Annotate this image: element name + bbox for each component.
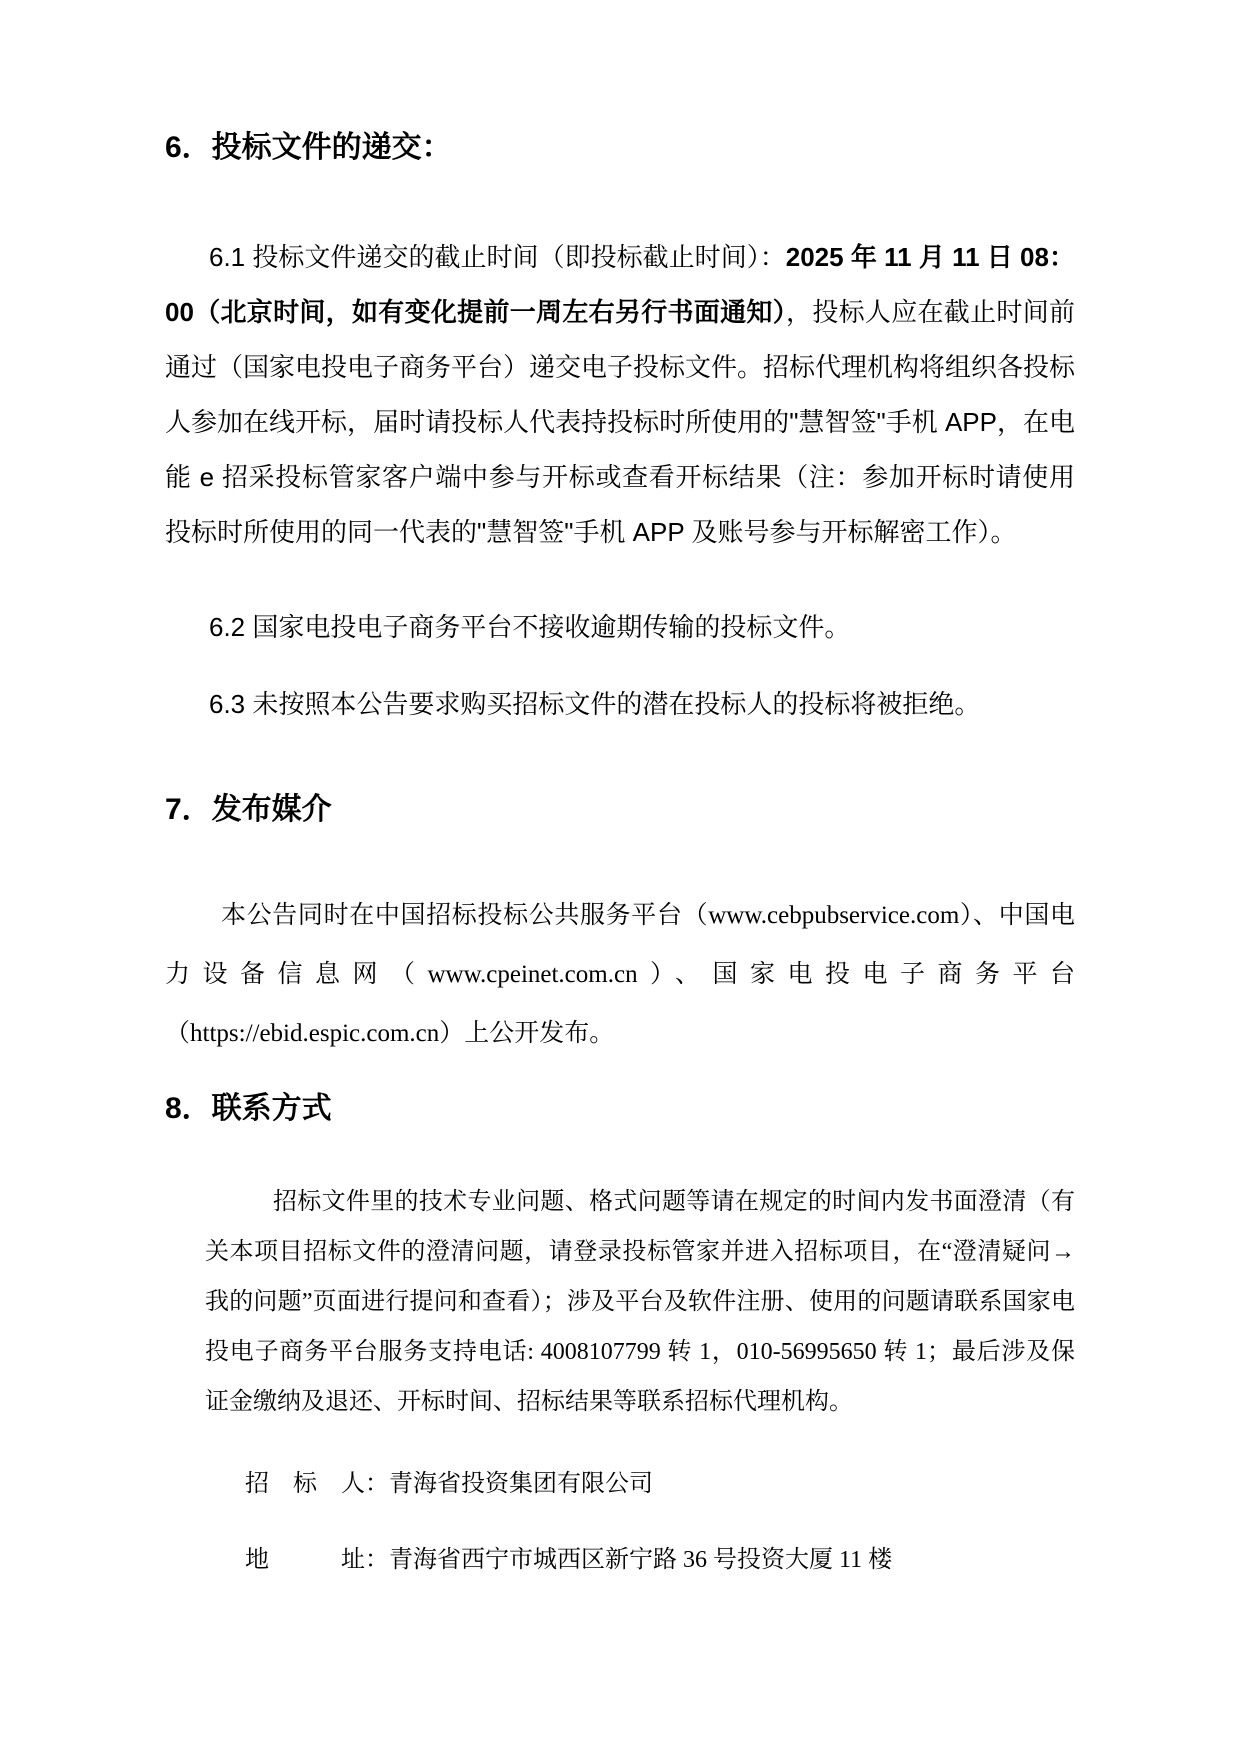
address-line: 地 址：青海省西宁市城西区新宁路 36 号投资大厦 11 楼 bbox=[245, 1547, 893, 1573]
paragraph-6-3: 6.3 未按照本公告要求购买招标文件的潜在投标人的投标将被拒绝。 bbox=[209, 689, 981, 719]
paragraph-6-1-text-end: ，投标人应在截止时间前通过（国家电投电子商务平台）递交电子投标文件。招标代理机构将组织各投标人参加在线开标，届时请投标人代表持投标时所使用的"慧智签"手机 APP，在电能 e 招采投标管家客户端中参与开标或查看开标结果（注：参加开标时请使用投标时所使用的同一代表的"慧智签"手机 APP 及账号参与开标解密工作）。 bbox=[165, 297, 1076, 547]
paragraph-6-1-text-start: 6.1 投标文件递交的截止时间（即投标截止时间）： bbox=[209, 242, 786, 272]
paragraph-6-1 bbox=[165, 230, 1075, 560]
paragraph-6-2: 6.2 国家电投电子商务平台不接收逾期传输的投标文件。 bbox=[209, 612, 851, 642]
section-6-heading: 6．投标文件的递交： bbox=[165, 131, 452, 164]
section-7-heading: 7．发布媒介 bbox=[165, 793, 332, 826]
paragraph-7-1: 本公告同时在中国招标投标公共服务平台（www.cebpubservice.com）、中国电力设备信息网（www.cpeinet.com.cn）、国家电投电子商务平台（https://ebid.espic.com.cn）上公开发布。 bbox=[165, 902, 1075, 1047]
section-8-heading: 8．联系方式 bbox=[165, 1092, 332, 1125]
paragraph-6-1-deadline-bold: 2025 年 11 月 11 日 08：00（北京时间，如有变化提前一周左右另行书面通知） bbox=[165, 242, 1075, 327]
bidder-line: 招 标 人：青海省投资集团有限公司 bbox=[245, 1471, 653, 1497]
paragraph-8-1: 招标文件里的技术专业问题、格式问题等请在规定的时间内发书面澄清（有关本项目招标文件的澄清问题，请登录投标管家并进入招标项目，在“澄清疑问→我的问题”页面进行提问和查看）；涉及平台及软件注册、使用的问题请联系国家电投电子商务平台服务支持电话: 4008107799 转 1，010-56995650 转 1；最后涉及保证金缴纳及退还、开标时间、招标结果等联系招标代理机构。 bbox=[205, 1189, 1075, 1415]
